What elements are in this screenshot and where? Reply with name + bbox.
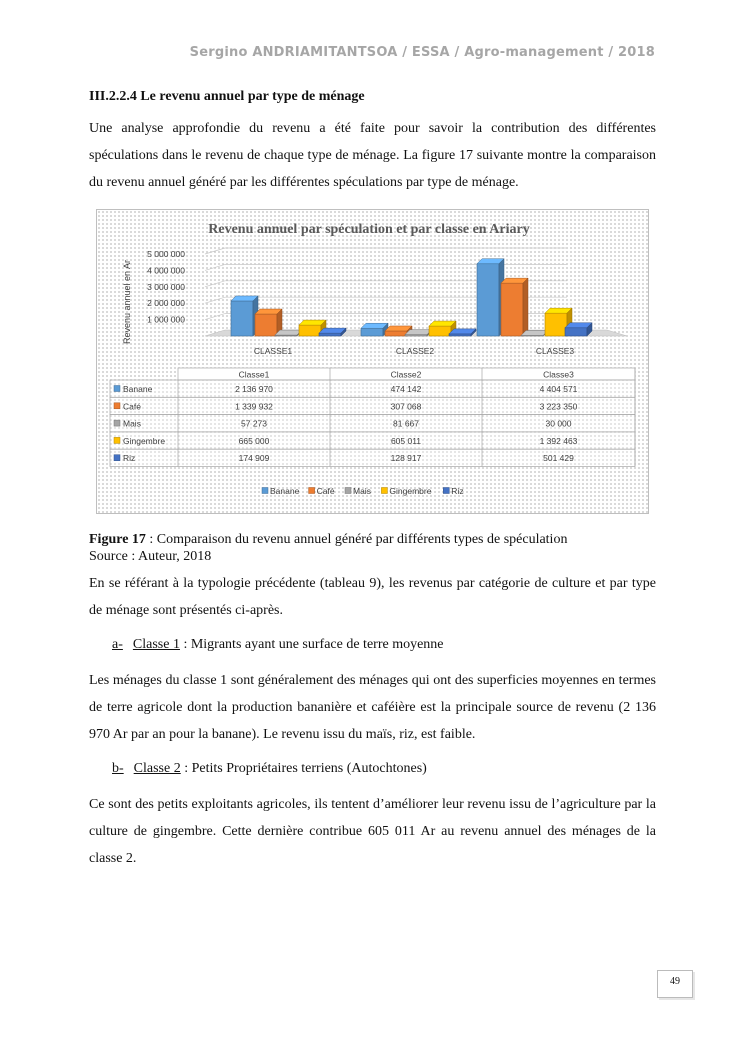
table-cell: 665 000	[238, 435, 270, 446]
table-cell: 1 339 932	[235, 401, 273, 412]
table-cell: 4 404 571	[539, 384, 578, 394]
figure-label: Figure 17	[89, 532, 146, 547]
legend-label-mais: Mais	[353, 486, 371, 496]
category-label: CLASSE1	[253, 346, 293, 356]
gridline-depth	[205, 248, 225, 254]
list-item-a	[112, 637, 444, 653]
gridline-depth	[205, 314, 225, 320]
table-header: Classe2	[390, 369, 422, 380]
figure-caption-text: : Comparaison du revenu annuel généré par différents types de spéculation	[145, 532, 568, 547]
chart-title: Revenu annuel par spéculation et par classe en Ariary	[208, 222, 530, 237]
legend-label-riz: Riz	[451, 486, 464, 496]
bar-banane-classe1	[231, 301, 253, 336]
table-cell: 307 068	[390, 401, 422, 412]
list-class-a: Classe 1	[132, 637, 180, 652]
list-marker-a: a-	[112, 637, 123, 652]
chart-svg	[97, 210, 648, 513]
table-row-label: Mais	[123, 418, 141, 429]
legend-swatch-mais	[345, 488, 351, 494]
gridline-depth	[205, 264, 225, 270]
table-cell: 128 917	[390, 453, 422, 464]
list-marker-b: b-	[112, 761, 124, 776]
table-cell: 3 223 350	[539, 401, 578, 412]
table-row-label: Gingembre	[123, 435, 166, 446]
table-legend-swatch	[114, 455, 120, 461]
legend-swatch-banane	[262, 488, 268, 494]
legend-swatch-gingembre	[381, 488, 387, 494]
bar-riz-classe1	[319, 333, 341, 336]
table-cell: 2 136 970	[235, 384, 273, 394]
bar-café-classe2	[385, 331, 407, 336]
chart-figure	[96, 209, 649, 514]
bar-gingembre-classe1	[299, 325, 321, 336]
typologie-paragraph: En se référant à la typologie précédente (tableau 9), les revenus par catégorie de culture et par type de ménage sont présentés ci-après.	[89, 576, 656, 618]
bar-banane-classe3	[477, 264, 499, 336]
table-cell: 57 273	[241, 418, 267, 429]
list-class-b: Classe 2	[133, 761, 181, 776]
list-item-b	[112, 761, 427, 777]
table-row-label: Café	[123, 401, 141, 412]
page-number: 49	[657, 970, 693, 998]
table-cell: 474 142	[390, 384, 422, 394]
table-cell: 174 909	[238, 453, 270, 464]
table-cell: 30 000	[545, 418, 572, 429]
table-header: Classe1	[238, 369, 270, 380]
figure-caption	[89, 531, 567, 565]
table-cell: 1 392 463	[539, 435, 578, 446]
bar-café-classe1	[255, 314, 277, 336]
table-cell: 501 429	[543, 453, 574, 464]
classe2-paragraph: Ce sont des petits exploitants agricoles, ils tentent d’améliorer leur revenu issu de l’agriculture par la culture de gingembre. Cette dernière contribue 605 011 Ar au revenu annuel des ménages de la classe 2.	[89, 797, 656, 866]
table-legend-swatch	[114, 386, 120, 392]
page-header: Sergino ANDRIAMITANTSOA / ESSA / Agro-management / 2018	[189, 45, 655, 60]
bar-café-classe3	[501, 283, 523, 336]
table-legend-swatch	[114, 420, 120, 426]
category-label: CLASSE2	[395, 346, 435, 356]
y-axis-label: Revenu annuel en Ar	[122, 259, 132, 345]
bar-riz-classe3	[565, 328, 587, 336]
bar-gingembre-classe3	[545, 313, 567, 336]
list-text-b: : Petits Propriétaires terriens (Autochtones)	[180, 761, 427, 776]
legend-label-banane: Banane	[270, 486, 300, 496]
intro-paragraph: Une analyse approfondie du revenu a été faite pour savoir la contribution des différentes spéculations dans le revenu de chaque type de ménage. La figure 17 suivante montre la comparaison du revenu annuel généré par les différentes spéculations par type de ménage.	[89, 121, 656, 190]
table-legend-swatch	[114, 437, 120, 443]
category-label: CLASSE3	[535, 346, 575, 356]
list-text-a: : Migrants ayant une surface de terre moyenne	[179, 637, 444, 652]
table-legend-swatch	[114, 403, 120, 409]
y-tick-label: 3 000 000	[147, 281, 185, 292]
legend-label-gingembre: Gingembre	[389, 486, 432, 496]
legend-swatch-riz	[443, 488, 449, 494]
figure-source: Source : Auteur, 2018	[89, 549, 212, 564]
y-tick-label: 5 000 000	[147, 249, 185, 259]
table-cell: 605 011	[390, 435, 422, 446]
y-tick-label: 2 000 000	[147, 298, 185, 309]
table-row-label: Banane	[123, 384, 153, 394]
legend-label-café: Café	[316, 486, 335, 496]
section-title: III.2.2.4 Le revenu annuel par type de ménage	[89, 89, 365, 104]
gridline-depth	[205, 281, 225, 287]
bar-side-café-classe3	[523, 278, 528, 336]
y-tick-label: 4 000 000	[147, 265, 185, 276]
y-tick-label: 1 000 000	[147, 314, 185, 325]
table-row-label: Riz	[123, 453, 136, 464]
table-cell: 81 667	[393, 418, 419, 429]
gridline-depth	[205, 297, 225, 303]
table-header: Classe3	[543, 369, 574, 380]
legend-swatch-café	[309, 488, 315, 494]
bar-riz-classe2	[449, 334, 471, 336]
classe1-paragraph: Les ménages du classe 1 sont généralement des ménages qui ont des superficies moyennes en termes de terre agricole dont la production bananière et caféière est la principale source de revenu (2 136 970 Ar par an pour la banane). Le revenu issu du maïs, riz, est faible.	[89, 673, 656, 742]
bar-gingembre-classe2	[429, 326, 451, 336]
bar-banane-classe2	[361, 328, 383, 336]
